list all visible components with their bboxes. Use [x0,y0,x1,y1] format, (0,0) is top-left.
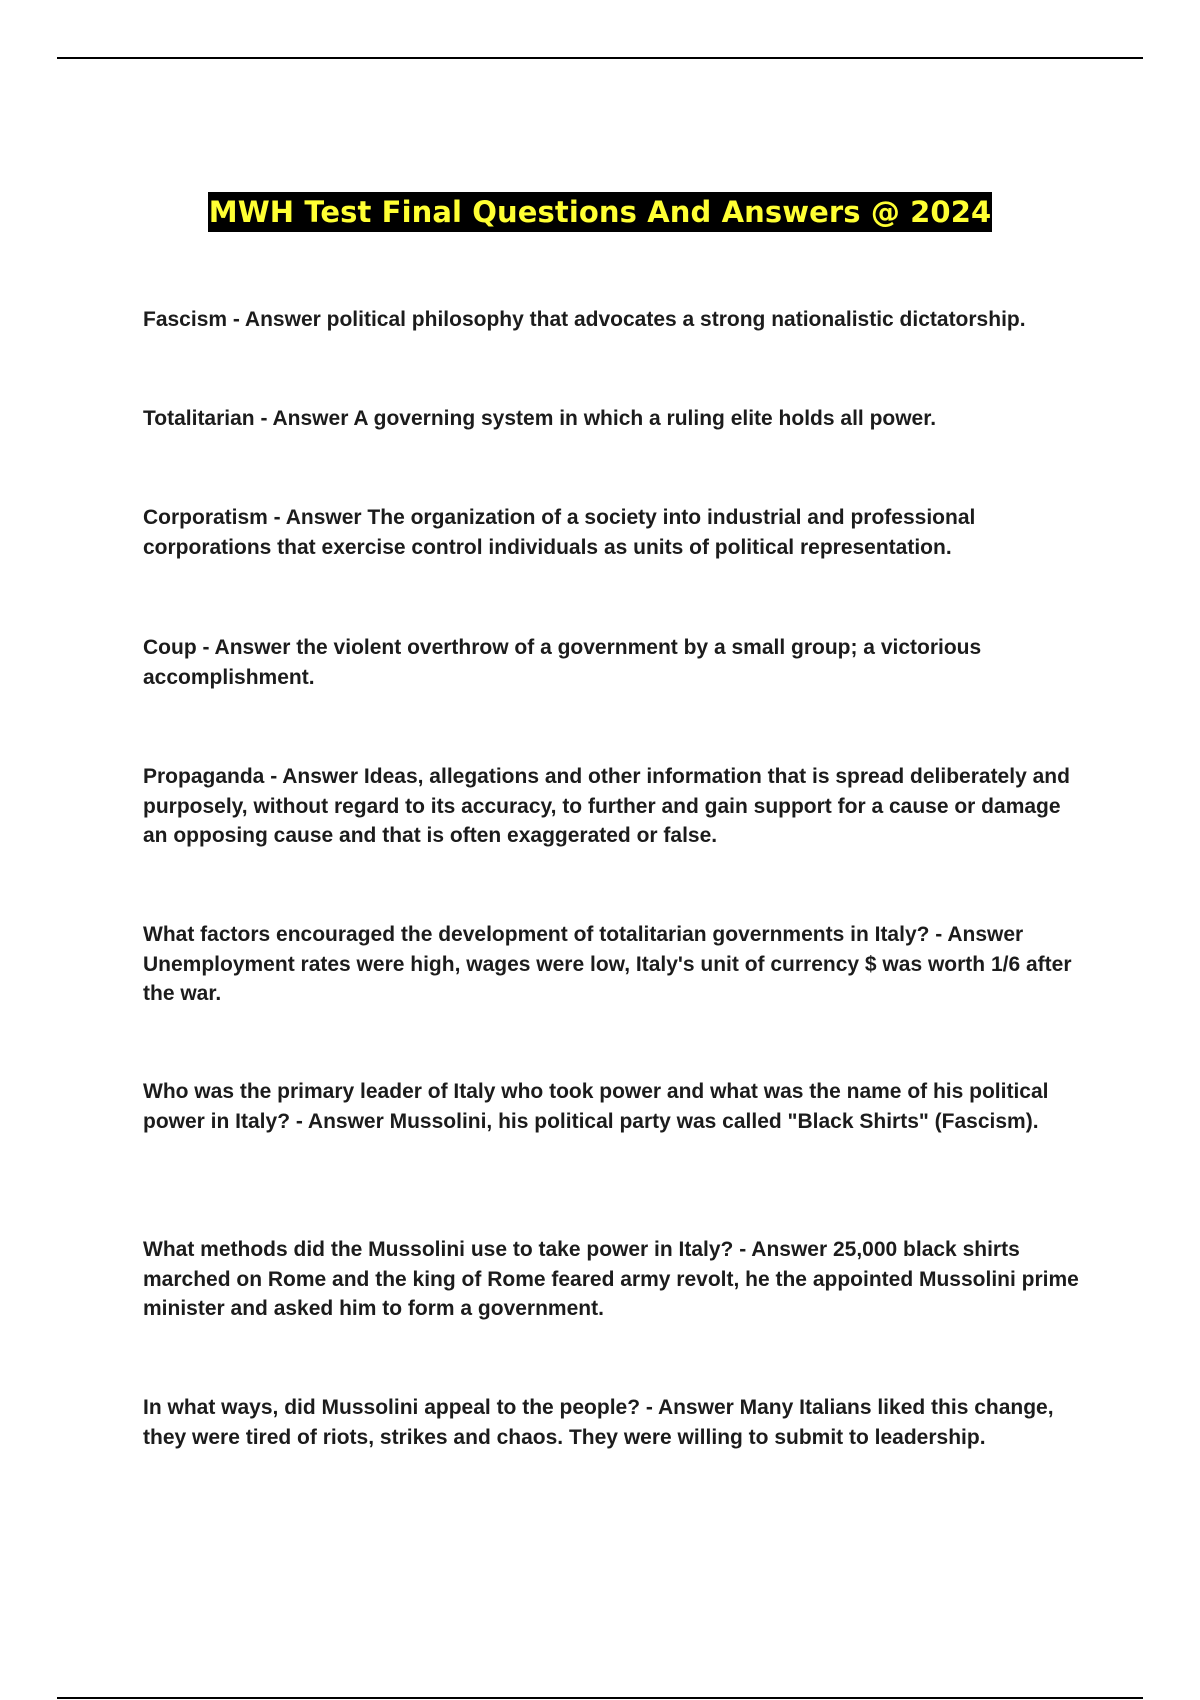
top-rule [57,57,1143,59]
qa-entry-mussolini-appeal: In what ways, did Mussolini appeal to the people? - Answer Many Italians liked this change, they were tired of riots, strikes and chaos. They were willing to submit to leadership. [143,1396,1054,1449]
qa-entry-fascism: Fascism - Answer political philosophy that advocates a strong nationalistic dictatorship. [143,308,1026,331]
qa-entry-italy-leader: Who was the primary leader of Italy who took power and what was the name of his political power in Italy? - Answer Mussolini, his political party was called "Black Shirts" (Fascism). [143,1080,1049,1133]
qa-entry-propaganda: Propaganda - Answer Ideas, allegations and other information that is spread deliberately and purposely, without regard to its accuracy, to further and gain support for a cause or damage an opposing cause and that is often exaggerated or false. [143,765,1070,847]
bottom-rule [57,1697,1143,1699]
document-title: MWH Test Final Questions And Answers @ 2024 [208,192,993,232]
qa-entry-mussolini-methods: What methods did the Mussolini use to take power in Italy? - Answer 25,000 black shirts marched on Rome and the king of Rome feared army revolt, he the appointed Mussolini prime minister and asked him to form a government. [143,1238,1079,1320]
qa-entry-totalitarian: Totalitarian - Answer A governing system in which a ruling elite holds all power. [143,407,937,430]
qa-entry-italy-factors: What factors encouraged the development of totalitarian governments in Italy? - Answer Unemployment rates were high, wages were low, Italy's unit of currency $ was worth 1/6 after the war. [143,923,1072,1005]
title-container [0,192,1200,232]
qa-entry-corporatism: Corporatism - Answer The organization of a society into industrial and professional corporations that exercise control individuals as units of political representation. [143,506,976,559]
qa-entry-coup: Coup - Answer the violent overthrow of a government by a small group; a victorious accomplishment. [143,636,982,689]
